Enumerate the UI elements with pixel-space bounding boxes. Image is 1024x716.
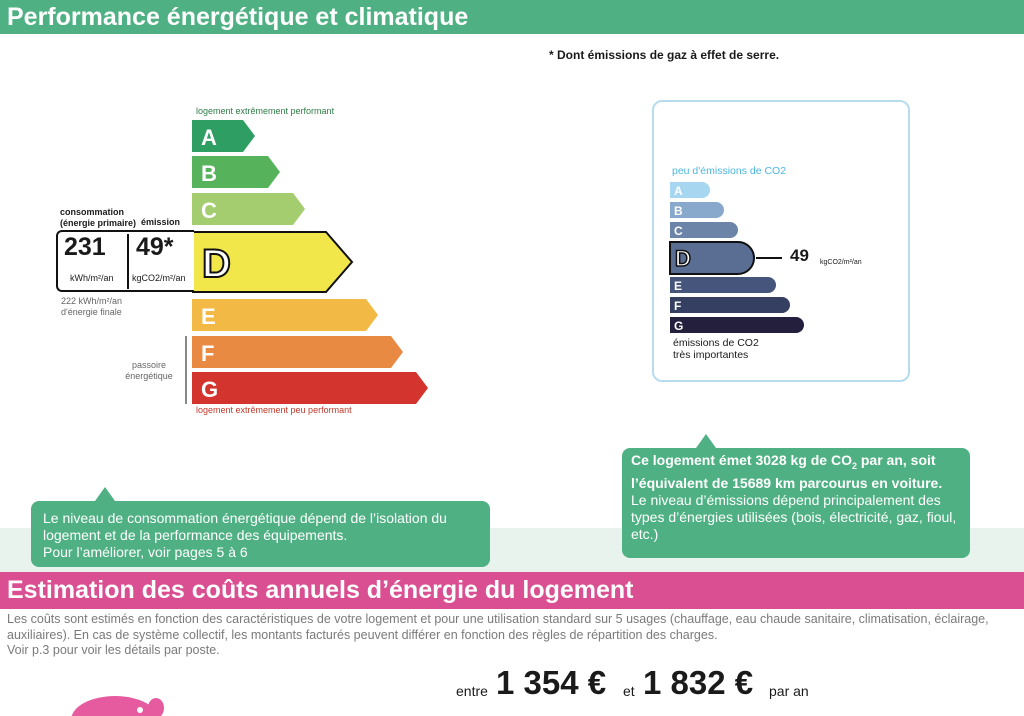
cost-max: 1 832 € xyxy=(643,664,754,701)
dpe-letter-f: F xyxy=(201,341,215,366)
section-title-costs: Estimation des coûts annuels d’énergie du logement xyxy=(0,572,1024,609)
ges-bar-f xyxy=(670,297,790,313)
ges-letter-d: D xyxy=(675,246,691,271)
ges-bottom-label: émissions de CO2 très importantes xyxy=(673,337,759,361)
emission-callout xyxy=(622,448,970,558)
ges-footnote: * Dont émissions de gaz à effet de serre. xyxy=(549,48,780,62)
dpe-letter-a: A xyxy=(201,125,217,150)
ges-bar-g xyxy=(670,317,804,333)
emission-unit: kgCO2/m²/an xyxy=(132,273,186,283)
cost-per-year: par an xyxy=(769,683,809,699)
dpe-bar-e xyxy=(192,299,378,331)
ges-top-label: peu d'émissions de CO2 xyxy=(672,165,787,177)
dpe-letter-c: C xyxy=(201,198,217,223)
ges-letter-f: F xyxy=(674,299,682,313)
ges-value: 49 xyxy=(790,246,809,265)
emission-header: émission xyxy=(141,217,181,227)
emission-value: 49* xyxy=(136,233,174,261)
final-energy-label: 222 kWh/m²/an d'énergie finale xyxy=(61,296,123,317)
value-divider xyxy=(127,234,129,289)
passoire-label: passoire énergétique xyxy=(125,360,173,381)
dpe-top-label: logement extrêmement performant xyxy=(196,106,335,116)
dpe-bar-g xyxy=(192,372,428,404)
consumption-value: 231 xyxy=(64,233,106,261)
cost-min: 1 354 € xyxy=(496,664,607,701)
emission-callout-bold-1: Ce logement émet 3028 kg de CO xyxy=(631,452,852,468)
ges-letter-b: B xyxy=(674,204,683,218)
emission-callout-bold-2: par an, soit l’équivalent de 15689 km parcourus en voiture. xyxy=(631,452,943,491)
ges-scale xyxy=(668,178,808,338)
dpe-letter-g: G xyxy=(201,377,219,402)
dpe-letter-d: D xyxy=(202,242,231,286)
emission-callout-text: Le niveau d’émissions dépend principalement des types d’énergies utilisées (bois, électricité, gaz, fioul, etc.) xyxy=(631,491,957,542)
ges-unit: kgCO2/m²/an xyxy=(820,259,862,266)
emission-callout-subscript: 2 xyxy=(851,460,857,471)
dpe-letter-b: B xyxy=(201,161,217,186)
section-title-performance: Performance énergétique et climatique xyxy=(0,0,1024,34)
ges-letter-g: G xyxy=(674,319,684,333)
ges-bar-e xyxy=(670,277,776,293)
dpe-bar-f xyxy=(192,336,403,368)
cost-and: et xyxy=(623,683,635,699)
cost-between: entre xyxy=(456,683,488,699)
piggy-bank-icon xyxy=(60,688,170,716)
ges-letter-c: C xyxy=(674,224,683,238)
ges-letter-a: A xyxy=(674,184,683,198)
energy-callout: Le niveau de consommation énergétique dépend de l’isolation du logement et de la performance des équipements. Pour l’améliorer, voir pages 5 à 6 xyxy=(31,501,490,567)
consumption-unit: kWh/m²/an xyxy=(70,273,114,283)
dpe-letter-e: E xyxy=(201,304,216,329)
passoire-bracket xyxy=(185,336,187,404)
costs-description: Les coûts sont estimés en fonction des caractéristiques de votre logement et pour une utilisation standard sur 5 usages (chauffage, eau chaude sanitaire, climatisation, éclairage, auxiliaires). En cas de système collectif, les montants facturés peuvent différer en fonction des règles de répartition des charges. Voir p.3 pour voir les détails par poste. xyxy=(7,612,989,657)
ges-pointer-line xyxy=(756,257,782,259)
ges-letter-e: E xyxy=(674,279,683,293)
dpe-bottom-label: logement extrêmement peu performant xyxy=(196,405,352,415)
dpe-scale xyxy=(190,116,450,416)
consumption-header: consommation (énergie primaire) xyxy=(60,207,137,228)
